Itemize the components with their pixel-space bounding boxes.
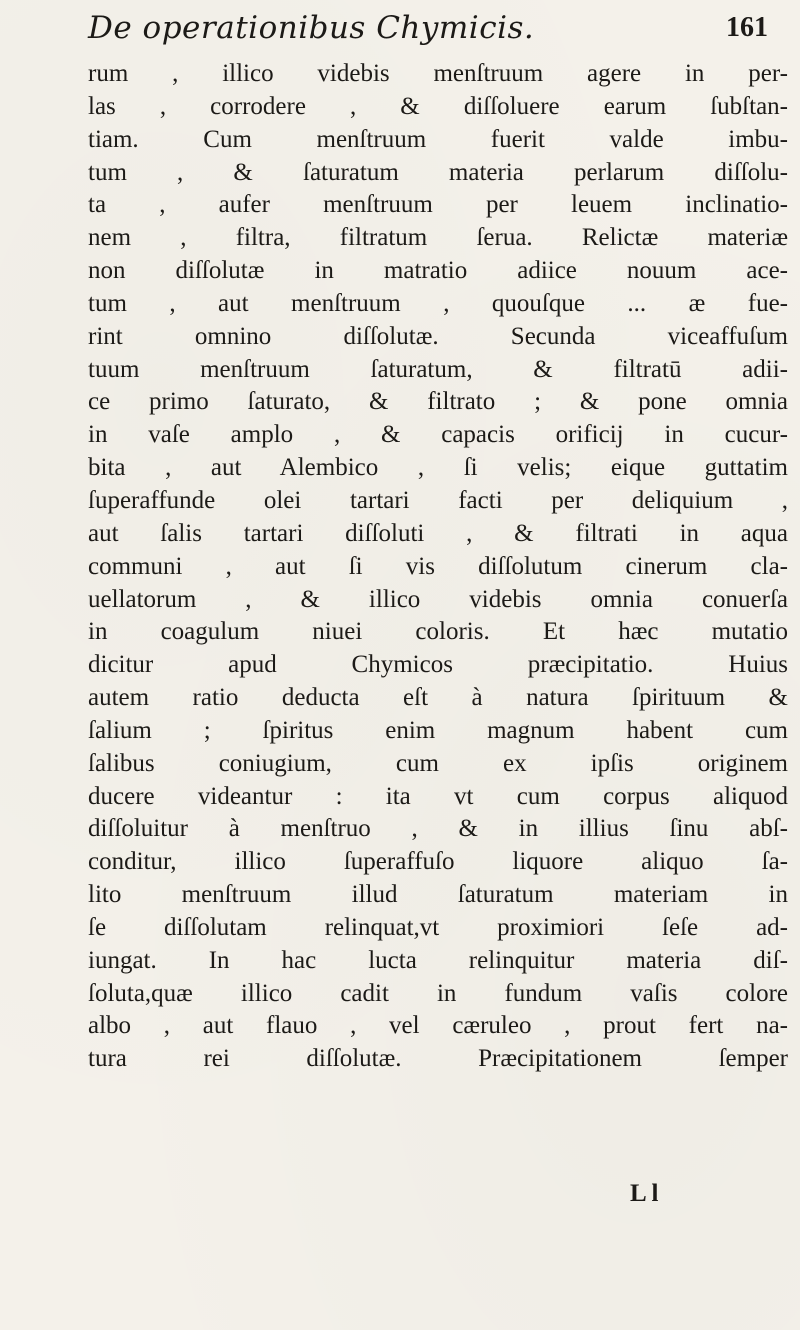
text-line: diſſoluitur à menſtruo , & in illius ſinu abſ- bbox=[88, 815, 788, 843]
text-line: autem ratio deducta eſt à natura ſpirituum & bbox=[88, 684, 788, 712]
text-line: rint omnino diſſolutæ. Secunda viceaffuſum bbox=[88, 322, 788, 350]
text-line: tuum menſtruum ſaturatum, & filtratū adii- bbox=[88, 355, 788, 383]
signature-mark: L l bbox=[630, 1180, 659, 1207]
text-line: non diſſolutæ in matratio adiice nouum ace- bbox=[88, 257, 788, 285]
text-line: nem , filtra, filtratum ſerua. Relictæ materiæ bbox=[88, 224, 788, 252]
text-line: iungat. In hac lucta relinquitur materia diſ- bbox=[88, 946, 788, 974]
text-line: in coagulum niuei coloris. Et hæc mutatio bbox=[88, 618, 788, 646]
text-line: uellatorum , & illico videbis omnia conuerſa bbox=[88, 585, 788, 613]
text-line: bita , aut Alembico , ſi velis; eique guttatim bbox=[88, 454, 788, 482]
running-title: De operationibus Chymicis. bbox=[88, 10, 535, 46]
text-line: in vaſe amplo , & capacis orificij in cucur- bbox=[88, 421, 788, 449]
text-line: tura rei diſſolutæ. Præcipitationem ſemper bbox=[88, 1045, 788, 1073]
page-number: 161 bbox=[726, 12, 768, 43]
text-line: rum , illico videbis menſtruum agere in per- bbox=[88, 60, 788, 87]
text-line: tiam. Cum menſtruum fuerit valde imbu- bbox=[88, 125, 788, 153]
text-line: ſalium ; ſpiritus enim magnum habent cum bbox=[88, 716, 788, 744]
text-line: aut ſalis tartari diſſoluti , & filtrati in aqua bbox=[88, 519, 788, 547]
text-line: las , corrodere , & diſſoluere earum ſubſtan- bbox=[88, 92, 788, 120]
text-line: ſoluta,quæ illico cadit in fundum vaſis colore bbox=[88, 979, 788, 1007]
text-line: ſuperaffunde olei tartari facti per deliquium , bbox=[88, 486, 788, 514]
text-line: ta , aufer menſtruum per leuem inclinatio- bbox=[88, 191, 788, 219]
text-line: albo , aut flauo , vel cæruleo , prout fert na- bbox=[88, 1012, 788, 1040]
text-line: ſalibus coniugium, cum ex ipſis originem bbox=[88, 749, 788, 777]
text-line: lito menſtruum illud ſaturatum materiam in bbox=[88, 881, 788, 909]
running-head bbox=[88, 10, 778, 62]
text-line: tum , aut menſtruum , quouſque ... æ fue- bbox=[88, 289, 788, 317]
text-line: ſe diſſolutam relinquat,vt proximiori ſeſe ad- bbox=[88, 913, 788, 941]
text-line: ce primo ſaturato, & filtrato ; & pone omnia bbox=[88, 388, 788, 416]
text-line: tum , & ſaturatum materia perlarum diſſolu- bbox=[88, 158, 788, 186]
text-line: conditur, illico ſuperaffuſo liquore aliquo ſa- bbox=[88, 848, 788, 876]
text-line: communi , aut ſi vis diſſolutum cinerum cla- bbox=[88, 552, 788, 580]
text-line: ducere videantur : ita vt cum corpus aliquod bbox=[88, 782, 788, 810]
text-line: dicitur apud Chymicos præcipitatio. Huius bbox=[88, 651, 788, 679]
body-text bbox=[88, 58, 788, 1076]
